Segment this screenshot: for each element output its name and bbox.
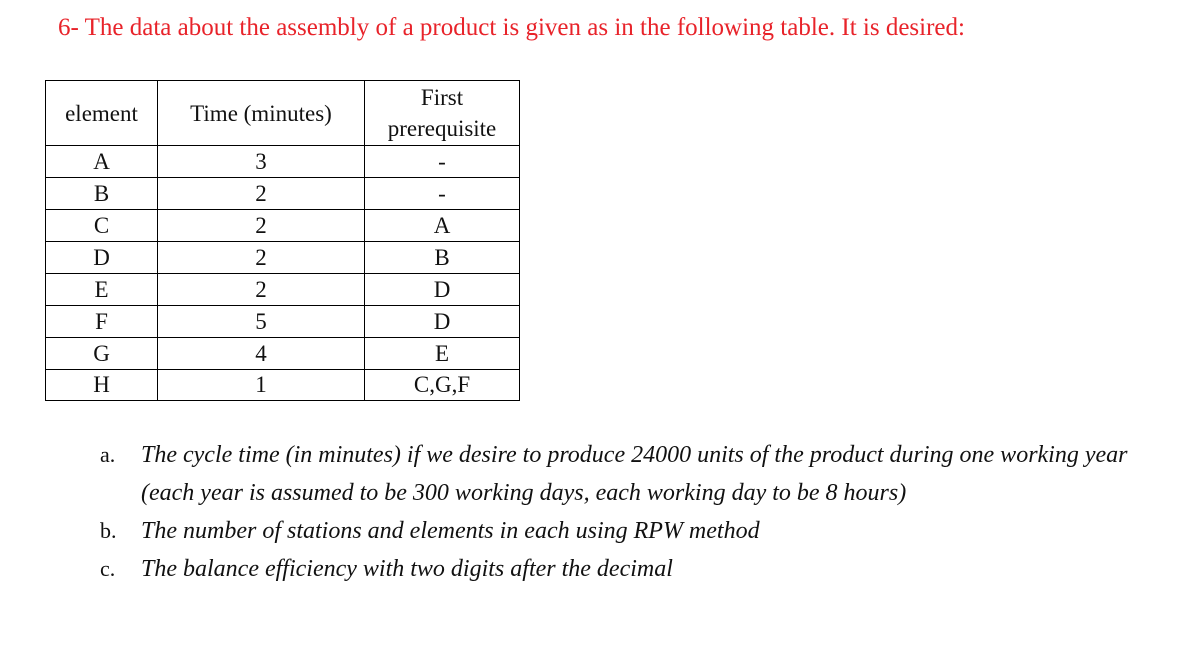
question-marker: b.: [100, 518, 117, 543]
cell-element: E: [46, 274, 158, 306]
cell-time: 2: [158, 242, 365, 274]
cell-prerequisite: C,G,F: [365, 370, 520, 401]
cell-element: F: [46, 306, 158, 338]
table-row: [46, 210, 520, 242]
cell-prerequisite: E: [365, 338, 520, 370]
table-row: [46, 242, 520, 274]
header-prerequisite: [365, 81, 520, 146]
cell-element: C: [46, 210, 158, 242]
cell-time: 2: [158, 178, 365, 210]
question-c: [100, 550, 1140, 588]
cell-element: H: [46, 370, 158, 401]
cell-prerequisite: D: [365, 306, 520, 338]
table-row: [46, 146, 520, 178]
question-list: [100, 436, 1140, 588]
problem-heading: 6- The data about the assembly of a product is given as in the following table. It is desired:: [58, 14, 965, 41]
header-time: Time (minutes): [158, 81, 365, 146]
cell-time: 2: [158, 274, 365, 306]
cell-time: 2: [158, 210, 365, 242]
cell-element: D: [46, 242, 158, 274]
question-text: The balance efficiency with two digits after the decimal: [141, 556, 673, 582]
cell-prerequisite: D: [365, 274, 520, 306]
question-marker: c.: [100, 556, 116, 581]
cell-element: A: [46, 146, 158, 178]
cell-time: 4: [158, 338, 365, 370]
table-row: [46, 274, 520, 306]
cell-prerequisite: -: [365, 178, 520, 210]
table-row: [46, 306, 520, 338]
cell-element: G: [46, 338, 158, 370]
question-b: [100, 512, 1140, 550]
cell-time: 1: [158, 370, 365, 401]
question-text: The number of stations and elements in each using RPW method: [141, 518, 760, 544]
cell-prerequisite: -: [365, 146, 520, 178]
assembly-data-table: [45, 80, 520, 401]
cell-time: 5: [158, 306, 365, 338]
table-header-row: [46, 81, 520, 146]
cell-element: B: [46, 178, 158, 210]
header-prerequisite-line2: prerequisite: [387, 116, 497, 141]
cell-prerequisite: A: [365, 210, 520, 242]
cell-prerequisite: B: [365, 242, 520, 274]
table-row: [46, 178, 520, 210]
question-text: The cycle time (in minutes) if we desire to produce 24000 units of the product during one working year (each year is assumed to be 300 working days, each working day to be 8 hours): [141, 442, 1128, 506]
question-a: [100, 436, 1140, 512]
cell-time: 3: [158, 146, 365, 178]
table-row: [46, 370, 520, 401]
header-prerequisite-line1: First: [420, 85, 464, 110]
header-element: element: [46, 81, 158, 146]
table-row: [46, 338, 520, 370]
question-marker: a.: [100, 442, 116, 467]
